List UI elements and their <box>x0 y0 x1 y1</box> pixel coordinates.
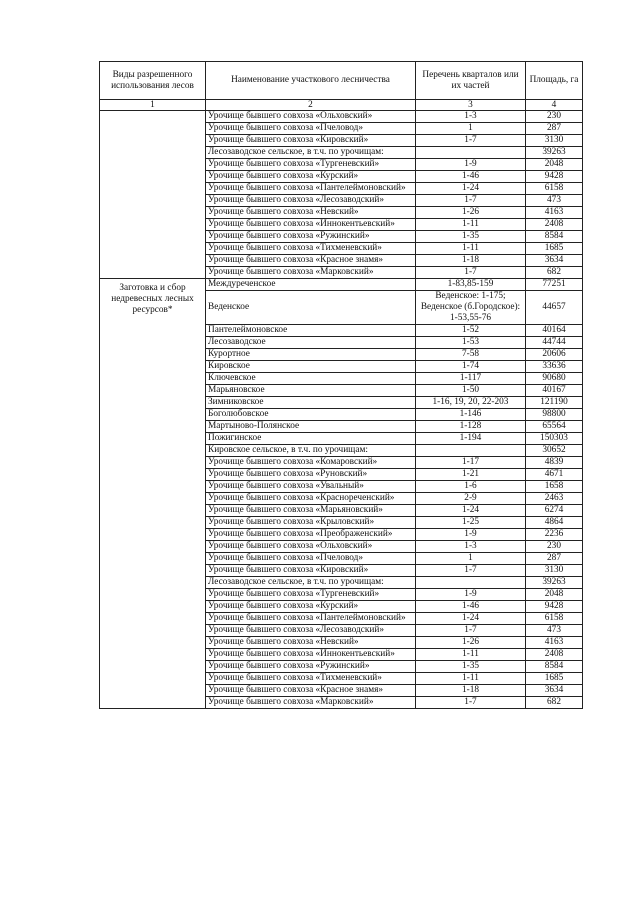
district-name-cell: Пожигинское <box>206 433 416 445</box>
quarters-cell: 1-7 <box>416 697 526 709</box>
quarters-cell: 1-11 <box>416 673 526 685</box>
quarters-cell: 1-46 <box>416 601 526 613</box>
area-cell: 4163 <box>526 207 583 219</box>
quarters-cell: 1-46 <box>416 171 526 183</box>
table-row <box>100 279 583 291</box>
district-name-cell: Урочище бывшего совхоза «Ольховский» <box>206 541 416 553</box>
header-quarters: Перечень кварталов или их частей <box>416 62 526 100</box>
area-cell: 287 <box>526 553 583 565</box>
area-cell: 33636 <box>526 361 583 373</box>
area-cell: 30652 <box>526 445 583 457</box>
quarters-cell: 1-11 <box>416 649 526 661</box>
quarters-cell <box>416 445 526 457</box>
quarters-cell <box>416 147 526 159</box>
quarters-cell: 1-35 <box>416 231 526 243</box>
district-name-cell: Урочище бывшего совхоза «Крыловский» <box>206 517 416 529</box>
district-name-cell: Урочище бывшего совхоза «Курский» <box>206 171 416 183</box>
district-name-cell: Урочище бывшего совхоза «Кировский» <box>206 135 416 147</box>
quarters-cell: 2-9 <box>416 493 526 505</box>
district-name-cell: Пантелеймоновское <box>206 325 416 337</box>
quarters-cell: 1-6 <box>416 481 526 493</box>
district-name-cell: Урочище бывшего совхоза «Лесозаводский» <box>206 195 416 207</box>
district-name-cell: Лесозаводское <box>206 337 416 349</box>
quarters-cell: 1-24 <box>416 183 526 195</box>
area-cell: 20606 <box>526 349 583 361</box>
area-cell: 65564 <box>526 421 583 433</box>
quarters-cell: 1-9 <box>416 159 526 171</box>
area-cell: 682 <box>526 267 583 279</box>
district-name-cell: Урочище бывшего совхоза «Красное знамя» <box>206 685 416 697</box>
district-name-cell: Урочище бывшего совхоза «Тургеневский» <box>206 159 416 171</box>
district-name-cell: Урочище бывшего совхоза «Тихменевский» <box>206 673 416 685</box>
area-cell: 6274 <box>526 505 583 517</box>
area-cell: 4163 <box>526 637 583 649</box>
district-name-cell: Кировское <box>206 361 416 373</box>
quarters-cell: 1-52 <box>416 325 526 337</box>
district-name-cell: Урочище бывшего совхоза «Иннокентьевский» <box>206 219 416 231</box>
area-cell: 682 <box>526 697 583 709</box>
district-name-cell: Урочище бывшего совхоза «Марковский» <box>206 697 416 709</box>
area-cell: 287 <box>526 123 583 135</box>
area-cell: 3130 <box>526 565 583 577</box>
area-cell: 2048 <box>526 589 583 601</box>
quarters-cell: 1-146 <box>416 409 526 421</box>
quarters-cell <box>416 577 526 589</box>
quarters-cell: 1-18 <box>416 685 526 697</box>
quarters-cell: 1-3 <box>416 541 526 553</box>
quarters-cell: Веденское: 1-175; Веденское (б.Городское): 1-53,55-76 <box>416 291 526 325</box>
quarters-cell: 1-24 <box>416 613 526 625</box>
district-name-cell: Урочище бывшего совхоза «Краснореченский» <box>206 493 416 505</box>
quarters-cell: 1-11 <box>416 243 526 255</box>
district-name-cell: Урочище бывшего совхоза «Комаровский» <box>206 457 416 469</box>
header-district-name: Наименование участкового лесничества <box>206 62 416 100</box>
district-name-cell: Урочище бывшего совхоза «Ружинский» <box>206 661 416 673</box>
area-cell: 150303 <box>526 433 583 445</box>
area-cell: 44657 <box>526 291 583 325</box>
quarters-cell: 1-117 <box>416 373 526 385</box>
quarters-cell: 1-18 <box>416 255 526 267</box>
area-cell: 6158 <box>526 183 583 195</box>
district-name-cell: Урочище бывшего совхоза «Тургеневский» <box>206 589 416 601</box>
quarters-cell: 1-7 <box>416 135 526 147</box>
area-cell: 1685 <box>526 243 583 255</box>
area-cell: 473 <box>526 625 583 637</box>
district-name-cell: Урочище бывшего совхоза «Марьяновский» <box>206 505 416 517</box>
district-name-cell: Урочище бывшего совхоза «Увальный» <box>206 481 416 493</box>
district-name-cell: Веденское <box>206 291 416 325</box>
quarters-cell: 1-26 <box>416 207 526 219</box>
area-cell: 2463 <box>526 493 583 505</box>
quarters-cell: 1-11 <box>416 219 526 231</box>
quarters-cell: 1-7 <box>416 195 526 207</box>
area-cell: 39263 <box>526 577 583 589</box>
table-row <box>100 111 583 123</box>
table-body <box>100 111 583 709</box>
quarters-cell: 1-9 <box>416 529 526 541</box>
quarters-cell: 1-50 <box>416 385 526 397</box>
area-cell: 230 <box>526 541 583 553</box>
area-cell: 2408 <box>526 219 583 231</box>
district-name-cell: Урочище бывшего совхоза «Пантелеймоновский» <box>206 183 416 195</box>
quarters-cell: 1-24 <box>416 505 526 517</box>
district-name-cell: Урочище бывшего совхоза «Пантелеймоновский» <box>206 613 416 625</box>
area-cell: 1685 <box>526 673 583 685</box>
area-cell: 40164 <box>526 325 583 337</box>
district-name-cell: Урочище бывшего совхоза «Иннокентьевский» <box>206 649 416 661</box>
use-type-cell-continued <box>100 111 206 279</box>
area-cell: 77251 <box>526 279 583 291</box>
area-cell: 2236 <box>526 529 583 541</box>
district-name-cell: Лесозаводское сельское, в т.ч. по урочищам: <box>206 147 416 159</box>
area-cell: 2048 <box>526 159 583 171</box>
area-cell: 4864 <box>526 517 583 529</box>
area-cell: 9428 <box>526 171 583 183</box>
column-number: 1 <box>100 100 206 111</box>
district-name-cell: Урочище бывшего совхоза «Преображенский» <box>206 529 416 541</box>
district-name-cell: Мартыново-Полянское <box>206 421 416 433</box>
area-cell: 98800 <box>526 409 583 421</box>
district-name-cell: Зимниковское <box>206 397 416 409</box>
area-cell: 44744 <box>526 337 583 349</box>
area-cell: 4671 <box>526 469 583 481</box>
area-cell: 473 <box>526 195 583 207</box>
district-name-cell: Кировское сельское, в т.ч. по урочищам: <box>206 445 416 457</box>
area-cell: 4839 <box>526 457 583 469</box>
district-name-cell: Урочище бывшего совхоза «Пчеловод» <box>206 123 416 135</box>
quarters-cell: 1-7 <box>416 565 526 577</box>
district-name-cell: Боголюбовское <box>206 409 416 421</box>
header-use-type: Виды разрешенного использования лесов <box>100 62 206 100</box>
district-name-cell: Урочище бывшего совхоза «Невский» <box>206 207 416 219</box>
district-name-cell: Урочище бывшего совхоза «Кировский» <box>206 565 416 577</box>
district-name-cell: Урочище бывшего совхоза «Невский» <box>206 637 416 649</box>
quarters-cell: 7-58 <box>416 349 526 361</box>
quarters-cell: 1-17 <box>416 457 526 469</box>
district-name-cell: Урочище бывшего совхоза «Руновский» <box>206 469 416 481</box>
district-name-cell: Урочище бывшего совхоза «Ольховский» <box>206 111 416 123</box>
quarters-cell: 1 <box>416 553 526 565</box>
forestry-table-sheet <box>99 61 582 709</box>
area-cell: 6158 <box>526 613 583 625</box>
area-cell: 2408 <box>526 649 583 661</box>
area-cell: 230 <box>526 111 583 123</box>
district-name-cell: Урочище бывшего совхоза «Пчеловод» <box>206 553 416 565</box>
quarters-cell: 1-53 <box>416 337 526 349</box>
area-cell: 1658 <box>526 481 583 493</box>
quarters-cell: 1-83,85-159 <box>416 279 526 291</box>
area-cell: 40167 <box>526 385 583 397</box>
column-number: 3 <box>416 100 526 111</box>
forestry-table <box>99 61 583 709</box>
district-name-cell: Междуреченское <box>206 279 416 291</box>
district-name-cell: Урочище бывшего совхоза «Красное знамя» <box>206 255 416 267</box>
area-cell: 3634 <box>526 685 583 697</box>
quarters-cell: 1-128 <box>416 421 526 433</box>
district-name-cell: Урочище бывшего совхоза «Ружинский» <box>206 231 416 243</box>
quarters-cell: 1-7 <box>416 267 526 279</box>
quarters-cell: 1-25 <box>416 517 526 529</box>
area-cell: 9428 <box>526 601 583 613</box>
quarters-cell: 1-9 <box>416 589 526 601</box>
quarters-cell: 1-35 <box>416 661 526 673</box>
quarters-cell: 1-7 <box>416 625 526 637</box>
quarters-cell: 1-16, 19, 20, 22-203 <box>416 397 526 409</box>
area-cell: 39263 <box>526 147 583 159</box>
area-cell: 8584 <box>526 231 583 243</box>
district-name-cell: Урочище бывшего совхоза «Марковский» <box>206 267 416 279</box>
district-name-cell: Урочище бывшего совхоза «Лесозаводский» <box>206 625 416 637</box>
area-cell: 8584 <box>526 661 583 673</box>
district-name-cell: Урочище бывшего совхоза «Курский» <box>206 601 416 613</box>
area-cell: 3130 <box>526 135 583 147</box>
column-number-row <box>100 100 583 111</box>
district-name-cell: Лесозаводское сельское, в т.ч. по урочищам: <box>206 577 416 589</box>
column-number: 2 <box>206 100 416 111</box>
area-cell: 3634 <box>526 255 583 267</box>
quarters-cell: 1-194 <box>416 433 526 445</box>
quarters-cell: 1-26 <box>416 637 526 649</box>
district-name-cell: Курортное <box>206 349 416 361</box>
district-name-cell: Ключевское <box>206 373 416 385</box>
district-name-cell: Марьяновское <box>206 385 416 397</box>
header-area: Площадь, га <box>526 62 583 100</box>
column-number: 4 <box>526 100 583 111</box>
use-type-cell: Заготовка и сбор недревесных лесных ресурсов* <box>100 279 206 709</box>
quarters-cell: 1 <box>416 123 526 135</box>
area-cell: 121190 <box>526 397 583 409</box>
area-cell: 90680 <box>526 373 583 385</box>
quarters-cell: 1-74 <box>416 361 526 373</box>
district-name-cell: Урочище бывшего совхоза «Тихменевский» <box>206 243 416 255</box>
header-row <box>100 62 583 100</box>
quarters-cell: 1-21 <box>416 469 526 481</box>
quarters-cell: 1-3 <box>416 111 526 123</box>
